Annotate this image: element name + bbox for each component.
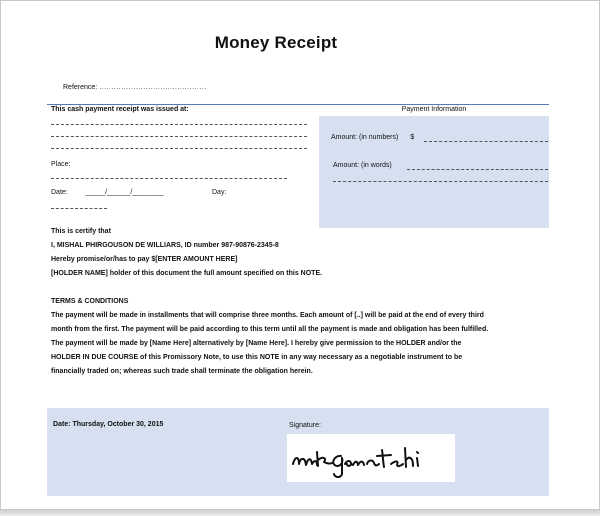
date-label: Date: xyxy=(51,189,68,196)
terms-heading: TERMS & CONDITIONS xyxy=(51,298,129,305)
signature-label: Signature: xyxy=(289,422,321,429)
date-blank-field[interactable]: _____/______/________ xyxy=(85,189,164,196)
amount-words-hint: (in words) xyxy=(361,162,392,169)
amount-numbers-line[interactable] xyxy=(424,141,548,142)
issued-at-label: This cash payment receipt was issued at: xyxy=(51,106,189,113)
signature-box[interactable] xyxy=(287,434,455,482)
signature-image xyxy=(287,434,455,482)
issued-at-line-1[interactable] xyxy=(51,124,307,125)
place-line[interactable] xyxy=(51,178,287,179)
footer-date-label: Date: xyxy=(53,421,71,428)
date-row xyxy=(51,188,164,197)
reference-label: Reference: xyxy=(63,84,98,91)
payment-info-header: Payment Information xyxy=(401,106,467,113)
amount-words-line-2[interactable] xyxy=(333,181,548,182)
certify-line-1: This is certify that xyxy=(51,228,111,235)
reference-row xyxy=(63,83,207,92)
currency-symbol: $ xyxy=(410,134,415,141)
terms-line-2: month from the first. The payment will be paid according to this term until all the payment is made and obligation has been fulfilled. xyxy=(51,326,489,333)
terms-line-5: financially traded on; whereas such trade shall terminate the obligation herein. xyxy=(51,368,313,375)
certify-line-4: [HOLDER NAME] holder of this document the full amount specified on this NOTE. xyxy=(51,270,323,277)
footer-date-row xyxy=(53,420,163,429)
page-shadow xyxy=(0,510,600,516)
amount-numbers-label: Amount: xyxy=(331,134,358,141)
place-label: Place: xyxy=(51,161,71,168)
certify-line-2: I, MISHAL PHIRGOUSON DE WILLIARS, ID number 987-90876-2345-8 xyxy=(51,242,279,249)
reference-field[interactable]: ............................................ xyxy=(99,84,207,91)
amount-words-row xyxy=(333,161,392,170)
amount-numbers-hint: (in numbers) xyxy=(359,134,399,141)
amount-words-label: Amount: xyxy=(333,162,360,169)
terms-line-4: HOLDER IN DUE COURSE of this Promissory Note, to use this NOTE in any way necessary as a negotiable instrument to be xyxy=(51,354,463,361)
payment-info-panel xyxy=(319,116,549,228)
document-title: Money Receipt xyxy=(214,33,338,52)
amount-words-line-1[interactable] xyxy=(407,169,548,170)
terms-line-1: The payment will be made in installments that will comprise three months. Each amount of [..] will be paid at the end of every third xyxy=(51,312,484,319)
day-label: Day: xyxy=(212,189,227,196)
terms-line-3: The payment will be made by [Name Here] alternatively by [Name Here]. I hereby give permission to the HOLDER and/or the xyxy=(51,340,462,347)
amount-numbers-row xyxy=(331,133,414,142)
issued-at-line-3[interactable] xyxy=(51,148,307,149)
certify-line-3: Hereby promise/or/has to pay $[ENTER AMOUNT HERE] xyxy=(51,256,238,263)
day-line[interactable] xyxy=(51,208,107,209)
footer-date-value: Thursday, October 30, 2015 xyxy=(72,421,164,428)
issued-at-line-2[interactable] xyxy=(51,136,307,137)
